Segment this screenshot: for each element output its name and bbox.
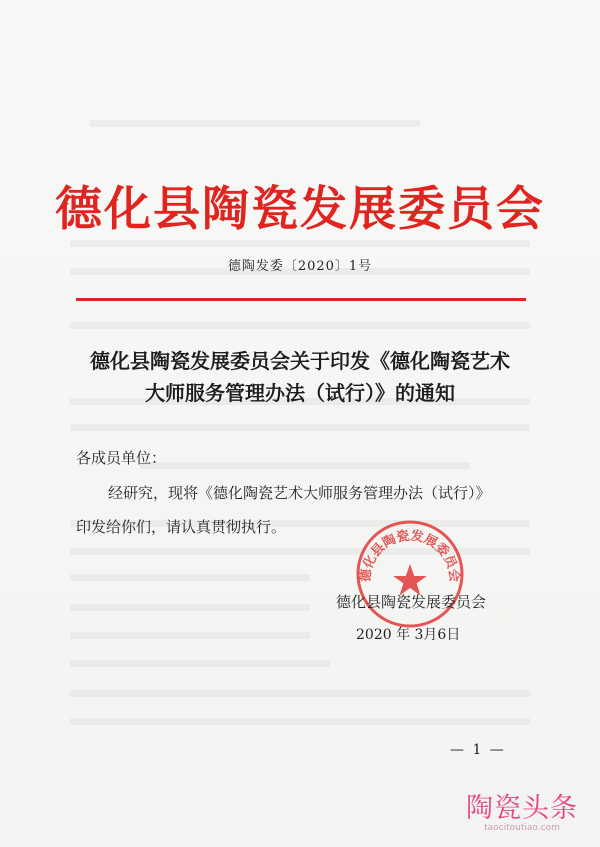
signature-organization: 德化县陶瓷发展委员会 xyxy=(336,593,487,611)
notice-title-line-1: 德化县陶瓷发展委员会关于印发《德化陶瓷艺术 xyxy=(90,349,510,373)
reverse-side-bleed xyxy=(70,322,530,329)
reverse-side-bleed xyxy=(70,660,330,667)
document-number: 德陶发委〔2020〕1号 xyxy=(227,259,373,274)
reverse-side-bleed xyxy=(70,690,530,697)
body-line-1: 经研究，现将《德化陶瓷艺术大师服务管理办法（试行）》 xyxy=(108,484,491,502)
reverse-side-bleed xyxy=(70,718,530,725)
reverse-side-bleed xyxy=(70,632,310,639)
reverse-side-bleed xyxy=(70,424,530,431)
reverse-side-bleed xyxy=(70,240,530,247)
reverse-side-bleed xyxy=(70,574,310,581)
watermark-brand: 陶瓷头条 xyxy=(466,793,578,824)
reverse-side-bleed xyxy=(70,604,310,611)
body-line-2: 印发给你们，请认真贯彻执行。 xyxy=(76,518,287,536)
notice-title-line-2: 大师服务管理办法（试行）》的通知 xyxy=(145,381,455,405)
page-number: — 1 — xyxy=(450,742,506,758)
seal-text: 德化县陶瓷发展委员会 xyxy=(358,528,462,583)
reverse-side-bleed xyxy=(90,120,420,127)
watermark-url: taocitoutiao.com xyxy=(484,823,560,833)
signature-date: 2020 年 3月6日 xyxy=(356,627,461,643)
watermark xyxy=(452,786,592,833)
red-divider-line xyxy=(76,298,526,301)
issuer-header: 德化县陶瓷发展委员会 xyxy=(55,182,545,237)
official-seal-icon xyxy=(354,518,466,630)
salutation: 各成员单位： xyxy=(76,449,167,467)
reverse-side-bleed xyxy=(140,462,470,469)
notice-title xyxy=(70,345,530,409)
